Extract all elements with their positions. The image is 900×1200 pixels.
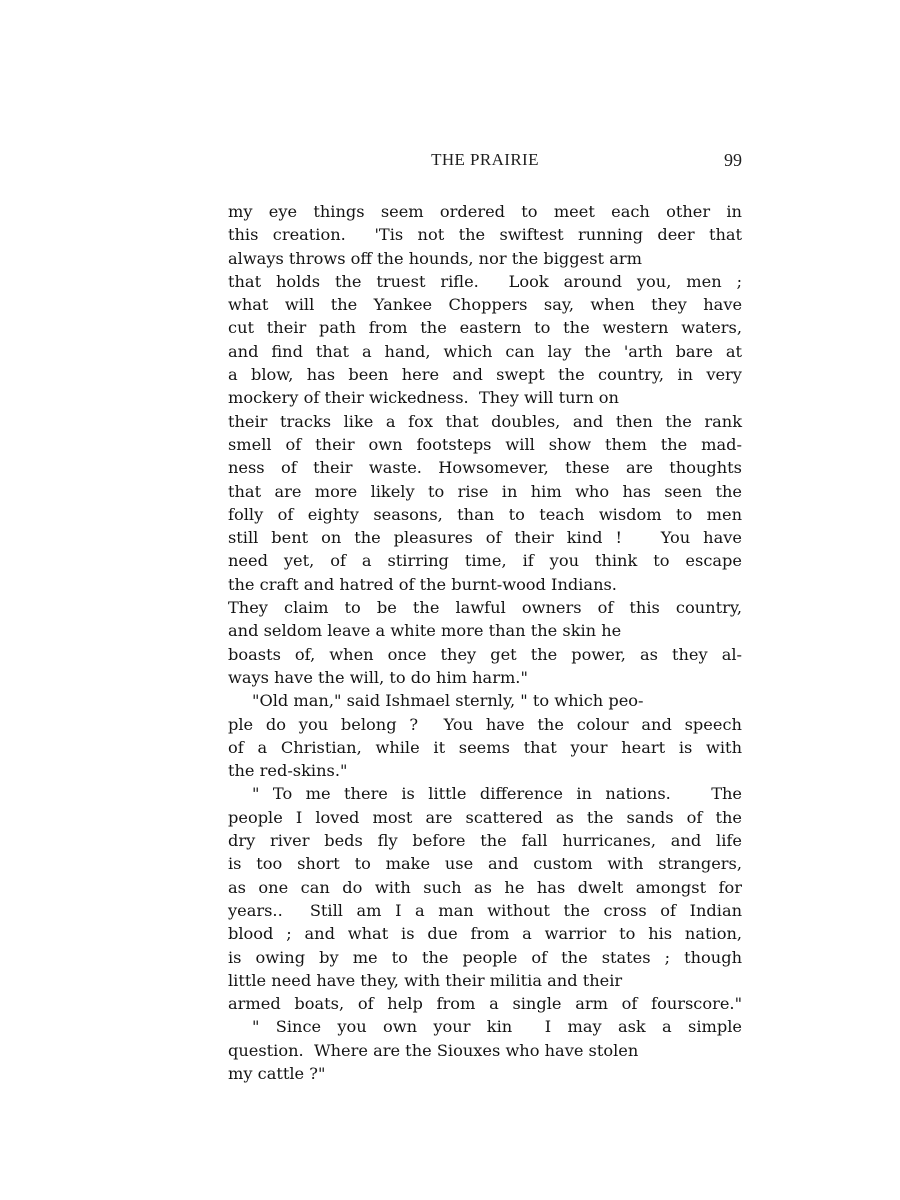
text-line: folly of eighty seasons, than to teach wisdom to men xyxy=(228,504,742,524)
text-line: the craft and hatred of the burnt-wood Indians. xyxy=(228,574,617,594)
text-line: ness of their waste. Howsomever, these are thoughts xyxy=(228,458,742,478)
text-line: armed boats, of help from a single arm of fourscore." xyxy=(228,994,743,1014)
text-line: cut their path from the eastern to the western waters, xyxy=(228,318,743,338)
text-line: a blow, has been here and swept the country, in very xyxy=(228,365,742,385)
text-line: this creation. 'Tis not the swiftest running deer that xyxy=(228,225,743,245)
text-line: as one can do with such as he has dwelt amongst for xyxy=(228,877,743,897)
text-line: is too short to make use and custom with strangers, xyxy=(228,854,742,874)
text-line: " To me there is little difference in nations. The xyxy=(252,784,743,804)
text-line: still bent on the pleasures of their kind ! You have xyxy=(228,528,742,548)
text-line: ways have the will, to do him harm." xyxy=(228,667,528,687)
text-line: need yet, of a stirring time, if you think to escape xyxy=(228,551,742,571)
text-line: that holds the truest rifle. Look around you, men ; xyxy=(228,271,743,291)
text-line: and seldom leave a white more than the skin he xyxy=(228,621,622,641)
text-line: my cattle ?" xyxy=(228,1063,326,1083)
running-title: THE PRAIRIE xyxy=(431,150,539,169)
text-line: question. Where are the Siouxes who have stolen xyxy=(228,1040,639,1060)
text-line: my eye things seem ordered to meet each other in xyxy=(228,202,742,221)
text-line: boasts of, when once they get the power, as they al- xyxy=(228,644,743,664)
running-head xyxy=(228,150,742,172)
text-line: what will the Yankee Choppers say, when they have xyxy=(228,295,743,315)
text-line: is owing by me to the people of the states ; though xyxy=(228,947,743,967)
text-line: "Old man," said Ishmael sternly, " to which peo- xyxy=(252,691,644,711)
text-line: people I loved most are scattered as the sands of the xyxy=(228,807,743,827)
text-line: their tracks like a fox that doubles, and then the rank xyxy=(228,411,743,431)
text-line: smell of their own footsteps will show them the mad- xyxy=(228,434,742,454)
text-line: years.. Still am I a man without the cross of Indian xyxy=(228,900,743,920)
page-number: 99 xyxy=(724,150,742,170)
text-line: mockery of their wickedness. They will turn on xyxy=(228,388,619,408)
text-line: of a Christian, while it seems that your heart is with xyxy=(228,737,742,757)
text-line: and find that a hand, which can lay the 'arth bare at xyxy=(228,341,743,361)
text-line: that are more likely to rise in him who has seen the xyxy=(228,481,742,501)
text-line: always throws off the hounds, nor the biggest arm xyxy=(228,248,642,268)
text-line: " Since you own your kin I may ask a simple xyxy=(252,1017,742,1037)
text-line: They claim to be the lawful owners of this country, xyxy=(228,598,742,618)
text-line: ple do you belong ? You have the colour and speech xyxy=(228,714,742,734)
body-text xyxy=(228,200,742,1085)
text-line: little need have they, with their militia and their xyxy=(228,970,623,990)
text-line: the red-skins." xyxy=(228,761,348,781)
text-line: blood ; and what is due from a warrior to his nation, xyxy=(228,924,743,944)
text-line: dry river beds fly before the fall hurricanes, and life xyxy=(228,831,742,851)
